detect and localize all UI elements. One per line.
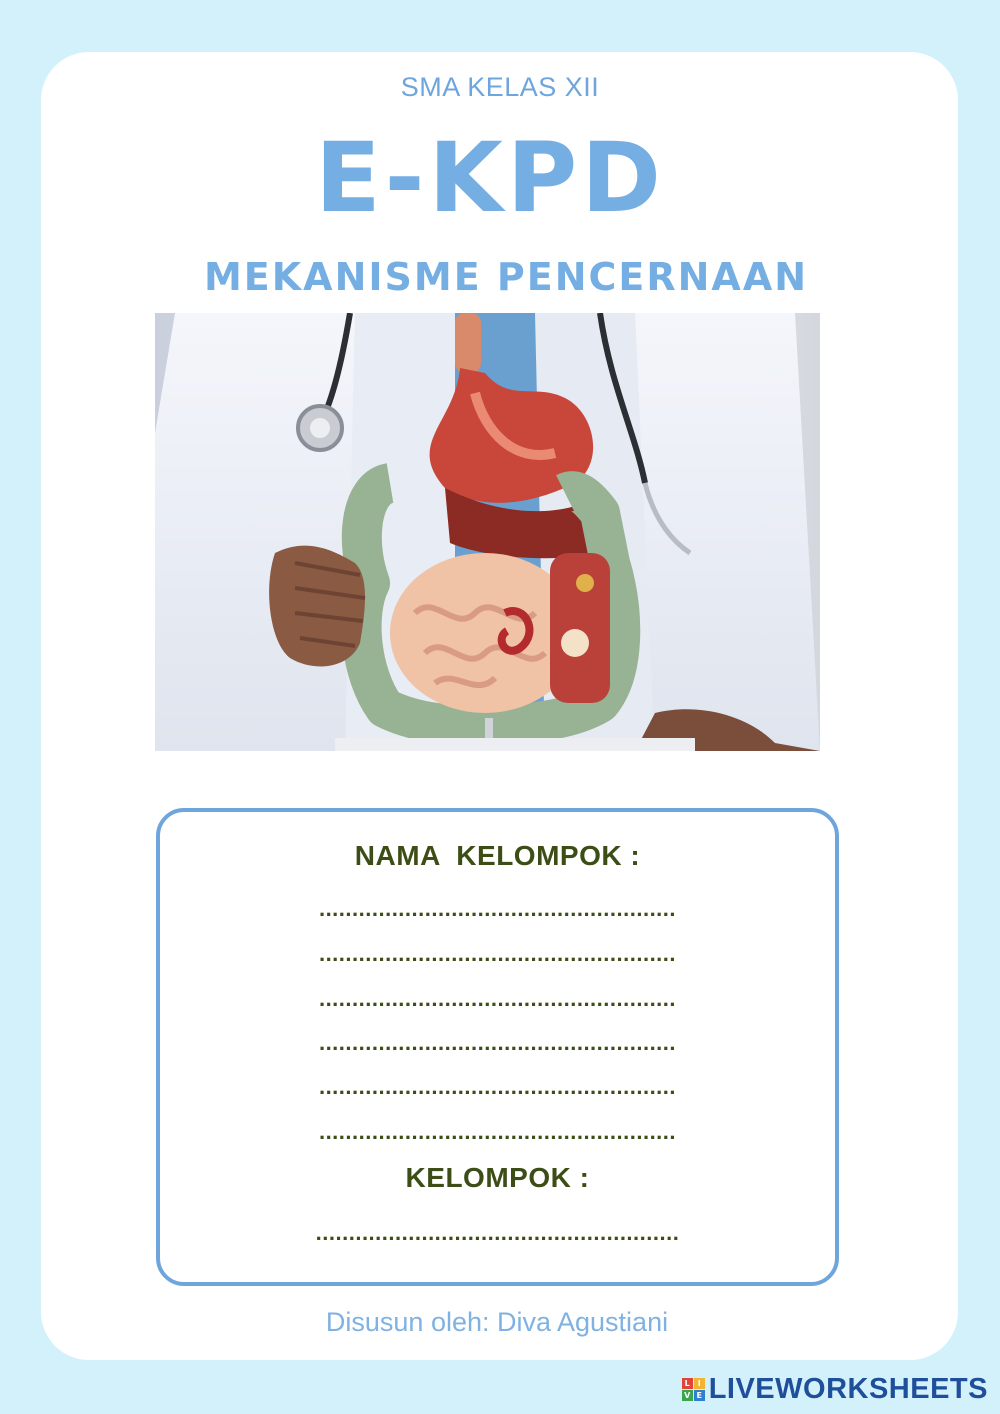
name-line-4[interactable]: ......................................................	[318, 1030, 677, 1055]
worksheet-title: E-KPD	[315, 122, 665, 234]
group-info-form	[156, 808, 839, 1286]
liveworksheets-logo-icon: L I V E	[682, 1378, 705, 1401]
group-names-label: NAMA KELOMPOK :	[354, 840, 641, 871]
group-label: KELOMPOK :	[405, 1162, 590, 1193]
grade-label: SMA KELAS XII	[400, 72, 600, 102]
author-credit: Disusun oleh: Diva Agustiani	[325, 1307, 669, 1337]
name-line-2[interactable]: ......................................................	[318, 941, 677, 966]
name-line-6[interactable]: ......................................................	[318, 1119, 677, 1144]
digestive-system-model-photo	[155, 313, 820, 751]
name-line-1[interactable]: ......................................................	[318, 896, 677, 921]
liveworksheets-brand	[682, 1372, 988, 1406]
name-line-3[interactable]: ......................................................	[318, 986, 677, 1011]
brand-name: LIVEWORKSHEETS	[708, 1372, 988, 1405]
group-number-line[interactable]: .......................................................	[315, 1220, 680, 1245]
name-line-5[interactable]: ......................................................	[318, 1074, 677, 1099]
topic-title: MEKANISME PENCERNAAN	[203, 255, 809, 299]
